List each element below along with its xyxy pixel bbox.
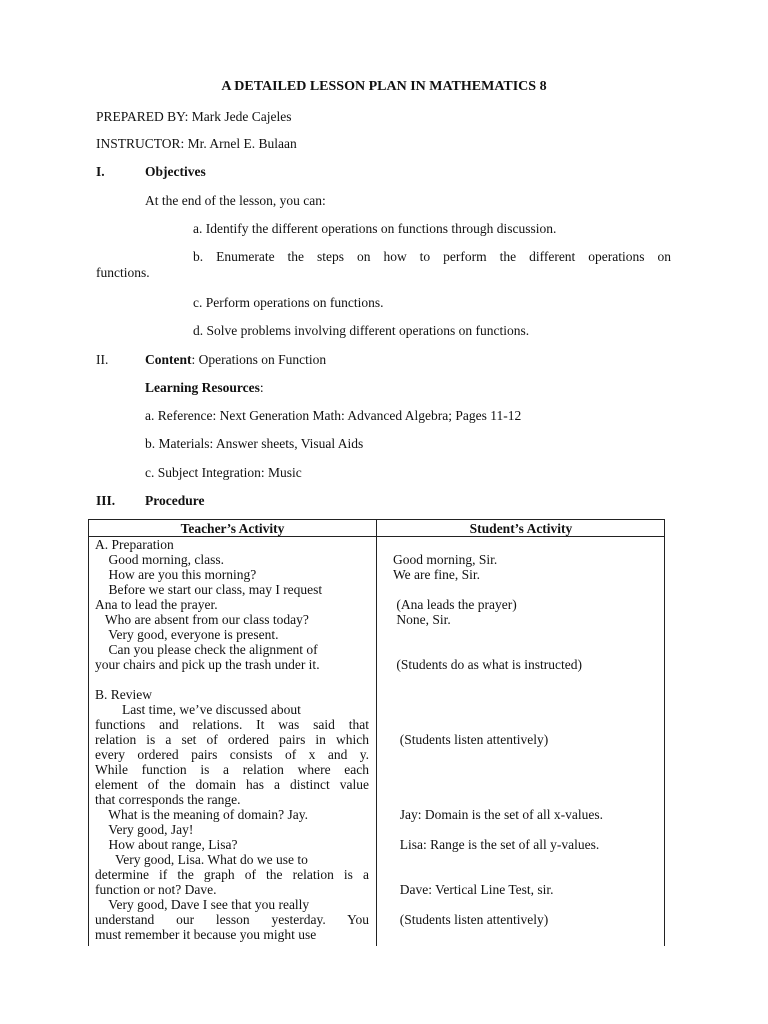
section-heading-content: Content xyxy=(145,352,192,367)
teacher-activity-header: Teacher’s Activity xyxy=(180,521,285,536)
objective-a: a. Identify the different operations on functions through discussion. xyxy=(193,221,557,236)
student-activity-line: (Students listen attentively) xyxy=(393,912,549,927)
learning-resources-heading: Learning Resources xyxy=(145,380,260,395)
teacher-activity-line: every ordered pairs consists of x and y. xyxy=(95,747,369,762)
section-heading-procedure: Procedure xyxy=(145,493,205,508)
table-column-divider xyxy=(376,520,377,946)
learning-resources-line xyxy=(145,380,264,396)
teacher-activity-line: A. Preparation xyxy=(95,537,174,552)
resource-reference: a. Reference: Next Generation Math: Advanced Algebra; Pages 11-12 xyxy=(145,408,522,423)
teacher-activity-line: must remember it because you might use xyxy=(95,927,317,942)
objective-b-line2: functions. xyxy=(96,265,150,280)
teacher-activity-line: Who are absent from our class today? xyxy=(95,612,309,627)
teacher-activity-line: functions and relations. It was said that xyxy=(95,717,369,732)
teacher-activity-line: determine if the graph of the relation is a xyxy=(95,867,369,882)
teacher-activity-line: How are you this morning? xyxy=(95,567,257,582)
objective-d: d. Solve problems involving different operations on functions. xyxy=(193,323,530,338)
student-activity-line: We are fine, Sir. xyxy=(393,567,481,582)
teacher-activity-line: Good morning, class. xyxy=(95,552,224,567)
teacher-activity-line: Ana to lead the prayer. xyxy=(95,597,218,612)
teacher-activity-line: element of the domain has a distinct value xyxy=(95,777,369,792)
teacher-activity-line: Can you please check the alignment of xyxy=(95,642,318,657)
page-title: A DETAILED LESSON PLAN IN MATHEMATICS 8 xyxy=(221,79,547,94)
teacher-activity-line: Last time, we’ve discussed about xyxy=(95,702,301,717)
teacher-activity-line: Very good, Jay! xyxy=(95,822,194,837)
section-number-procedure: III. xyxy=(96,493,116,508)
teacher-activity-line: Very good, Lisa. What do we use to xyxy=(95,852,308,867)
section-number-objectives: I. xyxy=(96,164,105,179)
objectives-intro: At the end of the lesson, you can: xyxy=(145,193,326,208)
student-activity-line: (Students do as what is instructed) xyxy=(393,657,582,672)
objective-c: c. Perform operations on functions. xyxy=(193,295,384,310)
prepared-by: PREPARED BY: Mark Jede Cajeles xyxy=(96,109,292,124)
teacher-activity-column xyxy=(95,537,369,942)
section-number-content: II. xyxy=(96,352,109,367)
content-line xyxy=(145,352,326,368)
student-activity-line: Good morning, Sir. xyxy=(393,552,498,567)
section-heading-objectives: Objectives xyxy=(145,164,206,179)
teacher-activity-line: that corresponds the range. xyxy=(95,792,241,807)
teacher-activity-line: function or not? Dave. xyxy=(95,882,217,897)
learning-resources-colon: : xyxy=(259,380,264,395)
student-activity-line: None, Sir. xyxy=(393,612,451,627)
teacher-activity-line: your chairs and pick up the trash under it. xyxy=(95,657,320,672)
teacher-activity-line: Before we start our class, may I request xyxy=(95,582,323,597)
teacher-activity-line: What is the meaning of domain? Jay. xyxy=(95,807,308,822)
student-activity-line: Jay: Domain is the set of all x-values. xyxy=(393,807,603,822)
resource-materials: b. Materials: Answer sheets, Visual Aids xyxy=(145,436,364,451)
student-activity-line: (Students listen attentively) xyxy=(393,732,549,747)
teacher-activity-line: While function is a relation where each xyxy=(95,762,369,777)
student-activity-line: Lisa: Range is the set of all y-values. xyxy=(393,837,600,852)
teacher-activity-line: Very good, Dave I see that you really xyxy=(95,897,310,912)
teacher-activity-line xyxy=(95,672,369,687)
procedure-table xyxy=(88,519,665,946)
student-activity-line: (Ana leads the prayer) xyxy=(393,597,517,612)
teacher-activity-line: How about range, Lisa? xyxy=(95,837,238,852)
teacher-activity-line: understand our lesson yesterday. You xyxy=(95,912,369,927)
content-text: : Operations on Function xyxy=(191,352,327,367)
student-activity-header: Student’s Activity xyxy=(469,521,573,536)
student-activity-line: Dave: Vertical Line Test, sir. xyxy=(393,882,554,897)
teacher-activity-line: B. Review xyxy=(95,687,152,702)
teacher-activity-line: Very good, everyone is present. xyxy=(95,627,279,642)
resource-integration: c. Subject Integration: Music xyxy=(145,465,302,480)
objective-b-line1: b. Enumerate the steps on how to perform the different operations on xyxy=(193,249,671,264)
instructor: INSTRUCTOR: Mr. Arnel E. Bulaan xyxy=(96,136,297,151)
teacher-activity-line: relation is a set of ordered pairs in which xyxy=(95,732,369,747)
